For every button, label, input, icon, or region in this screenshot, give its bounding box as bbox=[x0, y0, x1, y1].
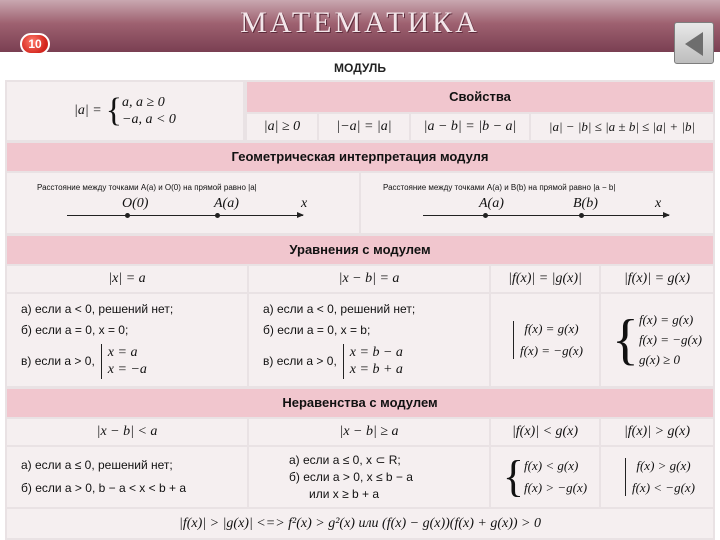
property-item: |a − b| = |b − a| bbox=[411, 114, 529, 140]
axis-label: x bbox=[655, 196, 662, 211]
system-line: f(x) > −g(x) bbox=[524, 480, 588, 495]
inequalities-title: Неравенства с модулем bbox=[7, 389, 713, 417]
solution-system bbox=[513, 321, 583, 360]
point-label: O(0) bbox=[122, 196, 149, 211]
brace-icon: { bbox=[502, 452, 525, 501]
system-line: f(x) = g(x) bbox=[524, 320, 579, 336]
system-line: f(x) = g(x) bbox=[638, 311, 694, 327]
equation-solution-3 bbox=[491, 294, 599, 386]
point-marker bbox=[579, 213, 584, 218]
header-banner bbox=[0, 0, 720, 52]
inequality-solution-4 bbox=[601, 447, 713, 507]
geometry-left bbox=[7, 173, 359, 233]
system-line: f(x) < −g(x) bbox=[631, 480, 695, 495]
definition-case-1: a, a ≥ 0 bbox=[122, 94, 165, 110]
case-text: а) если a < 0, решений нет; bbox=[21, 301, 174, 316]
system-line: x = −a bbox=[107, 362, 147, 377]
inequality-header: |x − b| < a bbox=[7, 419, 247, 445]
solution-system bbox=[343, 344, 403, 379]
brace-icon: { bbox=[612, 309, 639, 371]
equation-header: |f(x)| = g(x) bbox=[601, 266, 713, 292]
case-text: а) если a ≤ 0, x ⊂ R; bbox=[289, 452, 401, 467]
number-line bbox=[423, 215, 669, 216]
point-label: B(b) bbox=[573, 196, 598, 211]
definition-case-2: −a, a < 0 bbox=[122, 112, 176, 127]
inequality-header: |f(x)| > g(x) bbox=[601, 419, 713, 445]
app-title: МАТЕМАТИКА bbox=[240, 6, 480, 39]
system-line: f(x) = −g(x) bbox=[638, 331, 702, 347]
definition-cell bbox=[7, 82, 243, 140]
solution-system bbox=[524, 458, 587, 497]
footer-formula: |f(x)| > |g(x)| <=> f²(x) > g²(x) или (f(x) − g(x))(f(x) + g(x)) > 0 bbox=[7, 509, 713, 538]
case-text: а) если a < 0, решений нет; bbox=[263, 301, 416, 316]
definition-lhs: |a| = bbox=[74, 103, 102, 119]
case-text: б) если a = 0, x = b; bbox=[263, 322, 371, 337]
equations-title: Уравнения с модулем bbox=[7, 236, 713, 264]
case-text: или x ≥ b + a bbox=[309, 486, 380, 501]
properties-title: Свойства bbox=[247, 82, 713, 112]
brace-icon: { bbox=[105, 92, 123, 129]
property-item: |a| − |b| ≤ |a ± b| ≤ |a| + |b| bbox=[531, 114, 713, 140]
system-line: f(x) = −g(x) bbox=[519, 343, 583, 358]
definition-cases bbox=[122, 94, 176, 129]
topic-title: МОДУЛЬ bbox=[334, 61, 386, 75]
property-item: |a| ≥ 0 bbox=[247, 114, 317, 140]
case-row bbox=[263, 344, 403, 379]
point-label: A(a) bbox=[479, 196, 504, 211]
number-line bbox=[67, 215, 303, 216]
system-line: f(x) < g(x) bbox=[524, 457, 579, 473]
case-row bbox=[21, 344, 147, 379]
geometry-left-text: Расстояние между точками A(a) и O(0) на прямой равно |a| bbox=[37, 183, 257, 192]
equation-header: |x − b| = a bbox=[249, 266, 489, 292]
case-text: б) если a > 0, b − a < x < b + a bbox=[21, 481, 187, 495]
system-line: x = b + a bbox=[349, 362, 403, 377]
case-text: в) если a > 0, bbox=[21, 353, 95, 368]
axis-label: x bbox=[301, 196, 308, 211]
case-text: б) если a > 0, x ≤ b − a bbox=[289, 469, 413, 484]
inequality-solution-3 bbox=[491, 447, 599, 507]
system-line: g(x) ≥ 0 bbox=[638, 352, 681, 368]
equation-solution-1 bbox=[7, 294, 247, 386]
inequality-header: |f(x)| < g(x) bbox=[491, 419, 599, 445]
inequality-header: |x − b| ≥ a bbox=[249, 419, 489, 445]
solution-system bbox=[101, 344, 147, 379]
back-arrow-icon bbox=[685, 32, 703, 56]
equation-header: |f(x)| = |g(x)| bbox=[491, 266, 599, 292]
case-text: а) если a ≤ 0, решений нет; bbox=[21, 458, 173, 472]
point-label: A(a) bbox=[214, 196, 239, 211]
solution-system bbox=[625, 458, 695, 497]
case-text: б) если a = 0, x = 0; bbox=[21, 322, 129, 337]
equation-solution-4 bbox=[601, 294, 713, 386]
geometry-right-text: Расстояние между точками A(a) и B(b) на прямой равно |a − b| bbox=[383, 183, 616, 192]
inequality-solution-1 bbox=[7, 447, 247, 507]
point-marker bbox=[483, 213, 488, 218]
geometry-title: Геометрическая интерпретация модуля bbox=[7, 143, 713, 171]
inequality-solution-2 bbox=[249, 447, 489, 507]
system-line: x = a bbox=[107, 344, 138, 360]
page-number-badge: 10 bbox=[20, 33, 50, 55]
property-item: |−a| = |a| bbox=[319, 114, 409, 140]
solution-system bbox=[639, 312, 702, 369]
equation-header: |x| = a bbox=[7, 266, 247, 292]
equation-solution-2 bbox=[249, 294, 489, 386]
geometry-right bbox=[361, 173, 713, 233]
point-marker bbox=[125, 213, 130, 218]
point-marker bbox=[215, 213, 220, 218]
system-line: f(x) > g(x) bbox=[636, 457, 691, 473]
case-text: в) если a > 0, bbox=[263, 353, 337, 368]
back-button[interactable] bbox=[674, 22, 714, 64]
system-line: x = b − a bbox=[349, 344, 403, 360]
reference-table bbox=[5, 80, 715, 540]
